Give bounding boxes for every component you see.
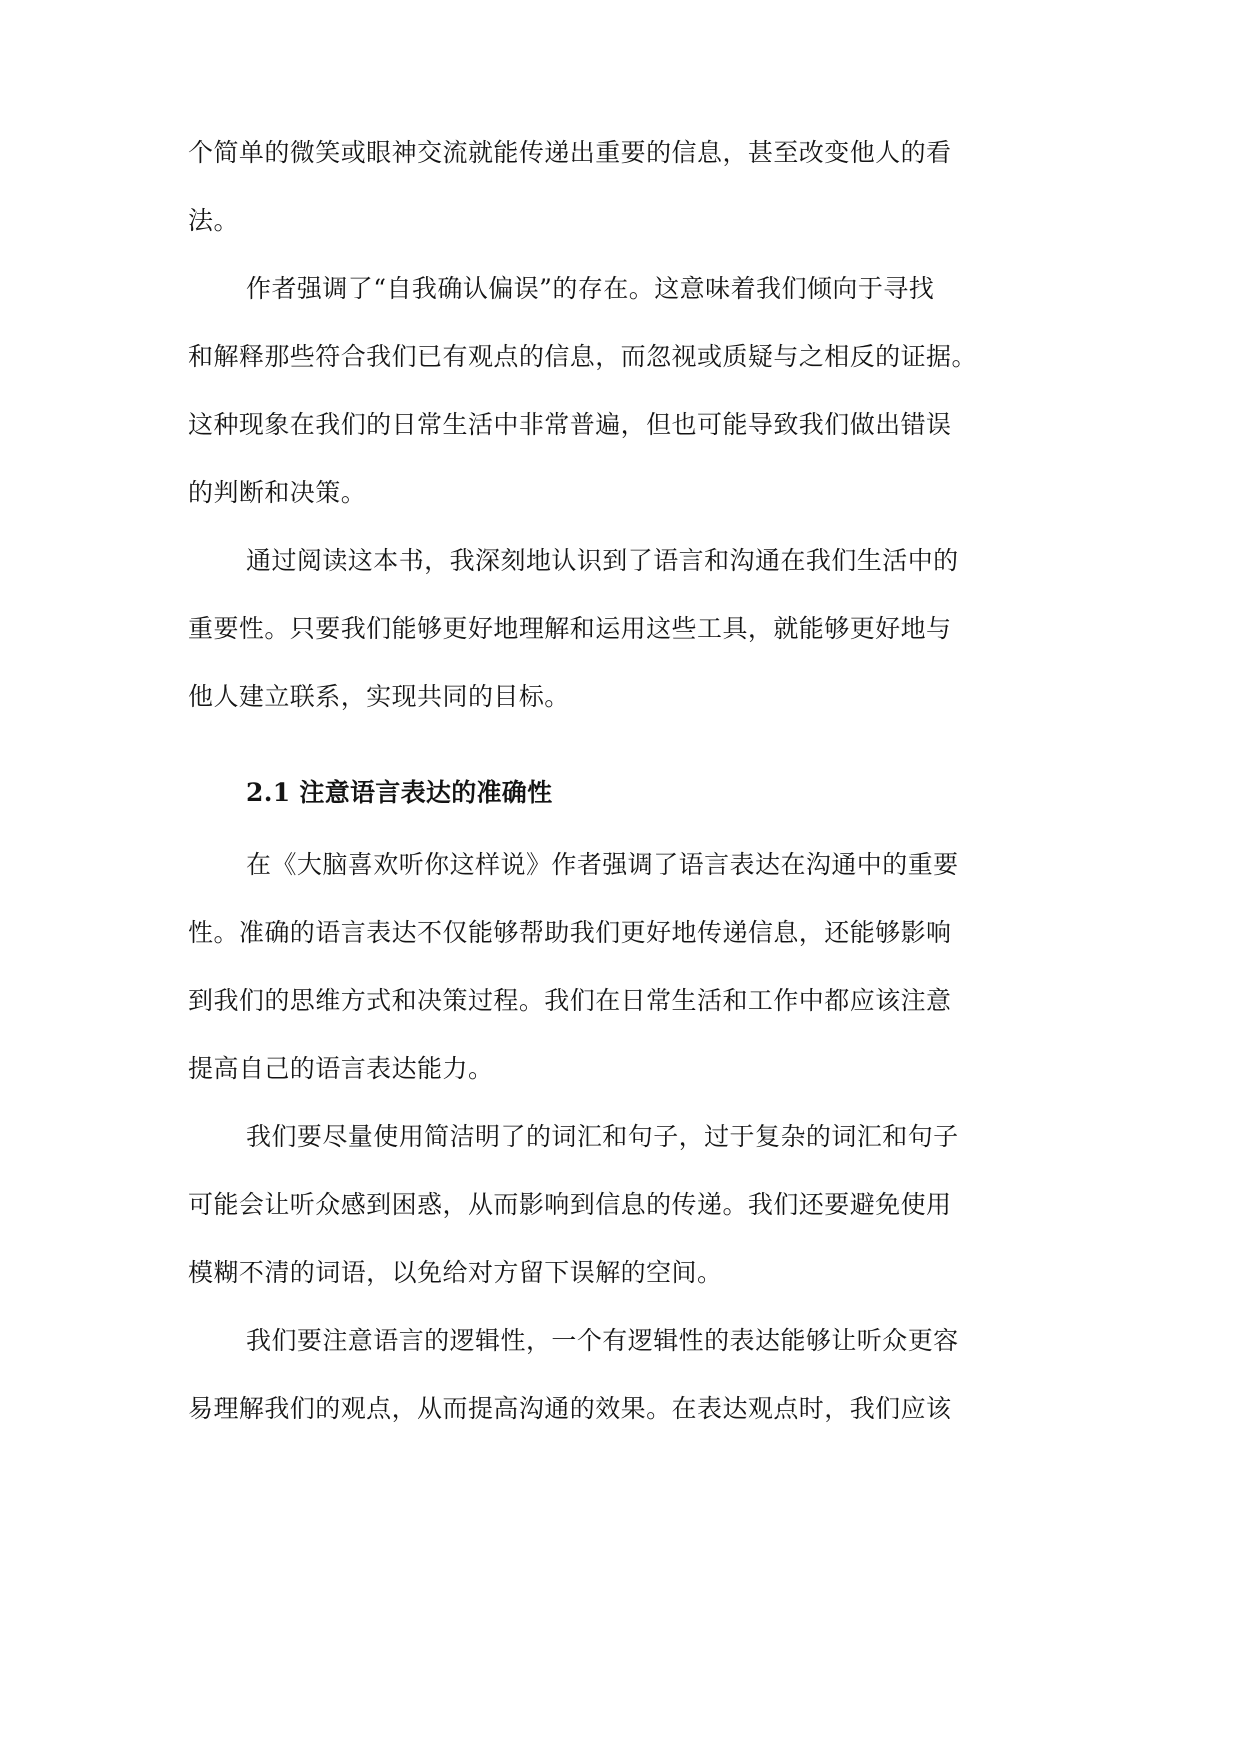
text-line: 这种现象在我们的日常生活中非常普遍，但也可能导致我们做出错误	[188, 410, 952, 439]
text-line: 到我们的思维方式和决策过程。我们在日常生活和工作中都应该注意	[188, 986, 952, 1015]
text-line: 性。准确的语言表达不仅能够帮助我们更好地传递信息，还能够影响	[188, 918, 952, 947]
text-line: 提高自己的语言表达能力。	[188, 1054, 494, 1083]
text-line: 易理解我们的观点，从而提高沟通的效果。在表达观点时，我们应该	[188, 1394, 952, 1423]
text-line: 可能会让听众感到困惑，从而影响到信息的传递。我们还要避免使用	[188, 1190, 952, 1219]
text-line: 和解释那些符合我们已有观点的信息，而忽视或质疑与之相反的证据。	[188, 342, 977, 371]
text-line: 他人建立联系，实现共同的目标。	[188, 682, 570, 711]
text-line: 作者强调了“自我确认偏误”的存在。这意味着我们倾向于寻找	[246, 274, 935, 303]
text-line: 通过阅读这本书，我深刻地认识到了语言和沟通在我们生活中的	[246, 546, 959, 575]
text-line: 模糊不清的词语，以免给对方留下误解的空间。	[188, 1258, 723, 1287]
text-line: 个简单的微笑或眼神交流就能传递出重要的信息，甚至改变他人的看	[188, 138, 952, 167]
text-line: 重要性。只要我们能够更好地理解和运用这些工具，就能够更好地与	[188, 614, 952, 643]
text-line: 法。	[188, 206, 239, 235]
section-heading: 2.1 注意语言表达的准确性	[246, 778, 553, 807]
text-line: 在《大脑喜欢听你这样说》作者强调了语言表达在沟通中的重要	[246, 850, 959, 879]
text-line: 我们要注意语言的逻辑性，一个有逻辑性的表达能够让听众更容	[246, 1326, 959, 1355]
text-line: 我们要尽量使用简洁明了的词汇和句子，过于复杂的词汇和句子	[246, 1122, 959, 1151]
text-line: 的判断和决策。	[188, 478, 367, 507]
